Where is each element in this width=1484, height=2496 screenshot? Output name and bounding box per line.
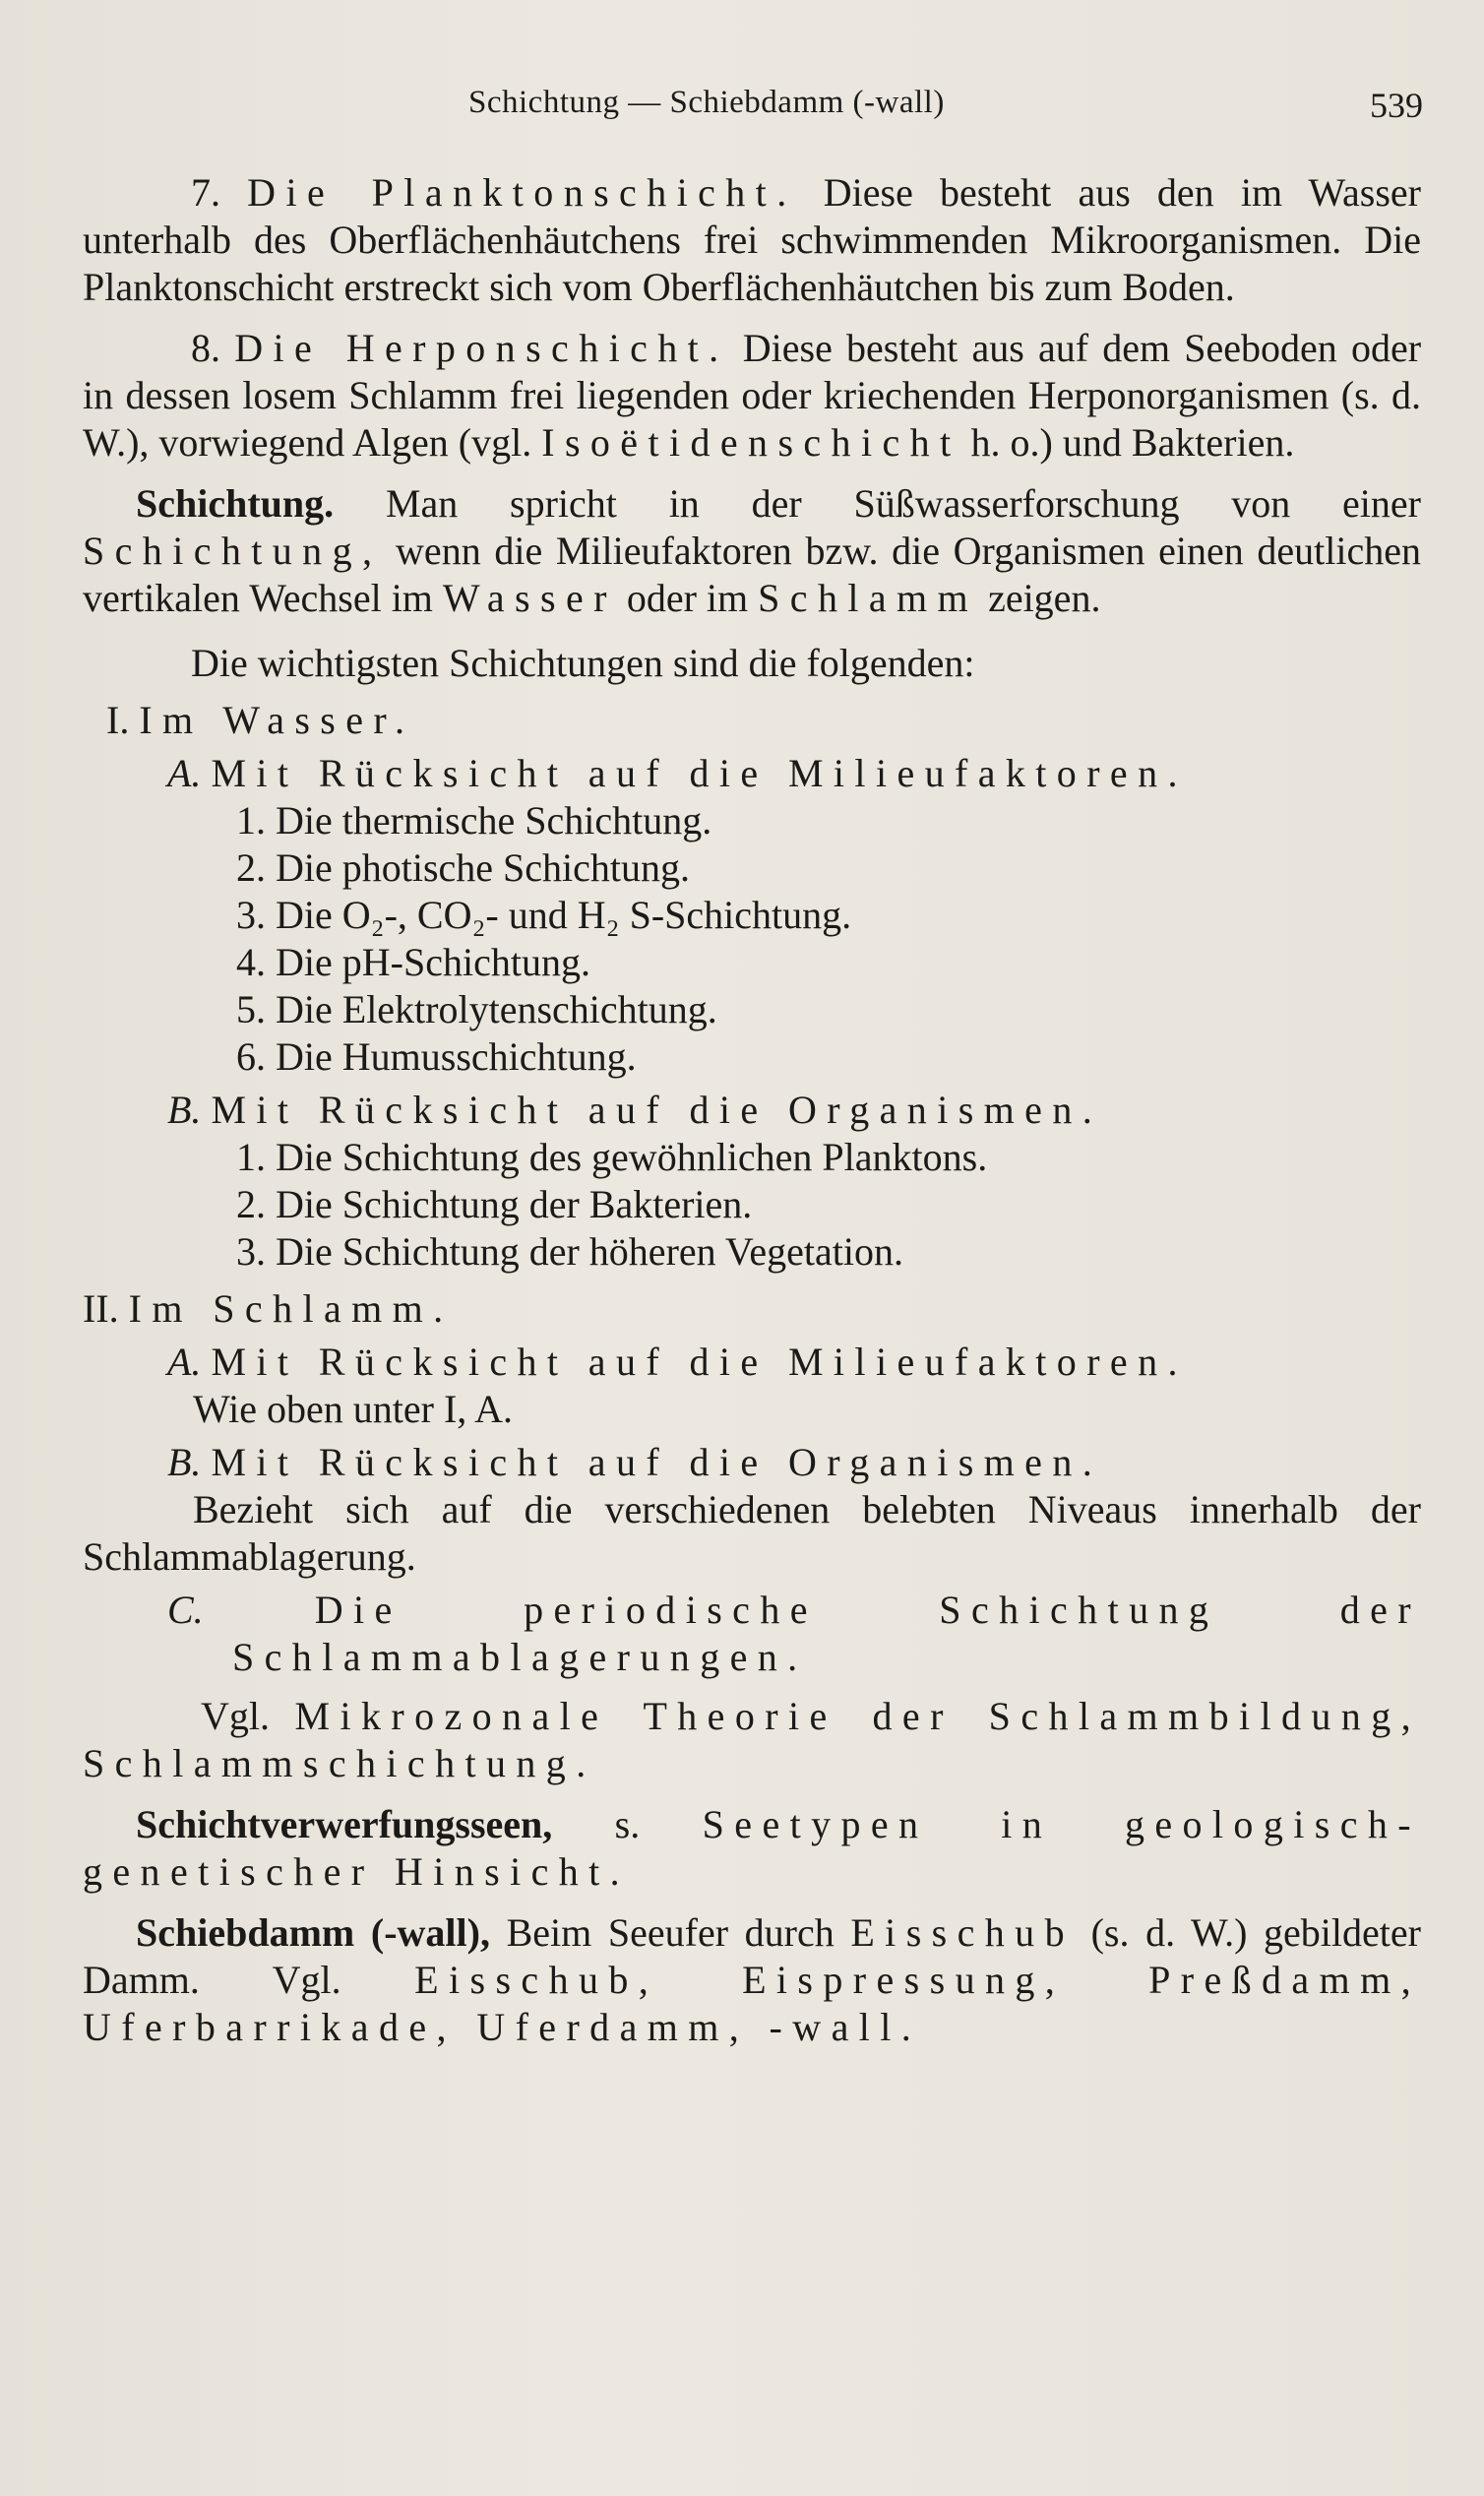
subsection-letter: A.	[167, 751, 202, 795]
see-also-refs: Mikrozonale Theorie der Schlammbildung, Schlammschichtung.	[83, 1694, 1421, 1785]
intro-line: Die wichtigsten Schichtungen sind die folgenden:	[191, 641, 975, 685]
entry-text: s.	[552, 1802, 703, 1846]
list-item: 4. Die pH-Schichtung.	[236, 940, 590, 984]
page-body	[83, 169, 1421, 2065]
page-number: 539	[1370, 86, 1423, 125]
see-also	[83, 1693, 1421, 1787]
paragraph-herponschicht	[83, 325, 1421, 467]
subsection-letter: A.	[167, 1340, 202, 1384]
subsection-heading	[83, 750, 1421, 797]
list-item: 2. Die Schichtung der Bakterien.	[236, 1182, 753, 1226]
entry-schichtung	[83, 480, 1421, 622]
list-item: 6. Die Humusschichtung.	[236, 1034, 637, 1079]
page-header	[94, 85, 1423, 134]
subsection-letter: C.	[167, 1588, 204, 1632]
subsection-title: Mit Rücksicht auf die Organismen.	[211, 1440, 1103, 1484]
entry-headword: Schichtverwerfungsseen,	[136, 1802, 553, 1846]
entry-headword: Schichtung.	[136, 481, 335, 526]
list-item: 1. Die thermische Schichtung.	[236, 798, 712, 842]
paragraph-text: Diese besteht aus auf dem Seeboden oder in dessen losem Schlamm frei liegenden oder kriechenden Herponorganismen (s. d. W.), vorwiegend Algen (vgl.	[83, 326, 1422, 465]
cross-reference: Eisschub, Eispressung, Preßdamm, Uferbarrikade, Uferdamm, -wall.	[83, 1958, 1421, 2049]
entry-schichtverwerfungsseen	[83, 1801, 1421, 1896]
list-milieufaktoren	[83, 797, 1421, 1081]
spaced-term: Wasser	[442, 576, 617, 620]
entry-headword: Schiebdamm (-wall),	[136, 1910, 490, 1955]
entry-text: oder im	[616, 576, 759, 620]
spaced-term: Schlamm	[758, 576, 979, 620]
section-title: Im Wasser.	[139, 698, 415, 742]
subsection-heading	[83, 1339, 1421, 1386]
section-heading	[83, 1285, 1421, 1333]
subsection-note: Bezieht sich auf die verschiedenen belebten Niveaus innerhalb der Schlammablagerung.	[83, 1487, 1421, 1579]
paragraph-text: Diese besteht aus den im Wasser unterhalb des Oberflächenhäutchens frei schwimmenden Mikroorganismen. Die Planktonschicht erstreckt sich vom Oberflächenhäutchen bis zum Boden.	[83, 170, 1421, 309]
spaced-term: Schichtung,	[83, 529, 383, 573]
subsection-note: Wie oben unter I, A.	[193, 1387, 513, 1431]
subsection-title: Die periodische Schichtung der Schlammablagerungen.	[232, 1588, 1421, 1679]
list-item: 1. Die Schichtung des gewöhnlichen Planktons.	[236, 1135, 988, 1179]
list-item: 2. Die photische Schichtung.	[236, 845, 691, 890]
entry-text: zeigen.	[978, 576, 1101, 620]
list-organismen	[83, 1134, 1421, 1276]
entry-text: Beim Seeufer durch	[489, 1910, 851, 1955]
roman-numeral: I.	[106, 698, 130, 742]
entry-text: wenn die Milieufaktoren bzw. die Organismen einen deutlichen vertikalen Wechsel im	[83, 529, 1421, 620]
paragraph-planktonschicht	[83, 169, 1421, 311]
entry-text: Man spricht in der Süßwasserforschung von einer	[334, 481, 1421, 526]
cross-reference: Seetypen in geologisch-genetischer Hinsicht.	[83, 1802, 1421, 1894]
subsection-heading	[83, 1587, 1421, 1681]
subsection-letter: B.	[167, 1088, 202, 1132]
section-heading	[83, 697, 1421, 744]
see-also-label: Vgl.	[201, 1694, 270, 1738]
subsection-heading	[83, 1087, 1421, 1134]
entry-schiebdamm	[83, 1909, 1421, 2051]
term-herponschicht: Die Herponschicht.	[234, 326, 729, 370]
running-head: Schichtung — Schiebdamm (-wall)	[468, 85, 945, 120]
roman-numeral: II.	[83, 1286, 119, 1331]
entry-text: (s. d. W.) gebildeter Damm. Vgl.	[83, 1910, 1421, 2002]
paragraph-text: h. o.) und Bakterien.	[960, 420, 1295, 465]
list-item: 5. Die Elektrolytenschichtung.	[236, 987, 717, 1031]
spaced-term: Eisschub	[850, 1910, 1075, 1955]
subsection-heading	[83, 1439, 1421, 1486]
subsection-title: Mit Rücksicht auf die Milieufaktoren.	[211, 751, 1188, 795]
term-planktonschicht: Die Planktonschicht.	[247, 170, 797, 215]
cross-reference: Isoëtidenschicht	[541, 420, 961, 465]
section-title: Im Schlamm.	[128, 1286, 454, 1331]
item-number: 7.	[191, 170, 220, 215]
list-item: 3. Die Schichtung der höheren Vegetation.	[236, 1229, 903, 1274]
subsection-title: Mit Rücksicht auf die Milieufaktoren.	[211, 1340, 1188, 1384]
subsection-letter: B.	[167, 1440, 202, 1484]
subsection-title: Mit Rücksicht auf die Organismen.	[211, 1088, 1103, 1132]
item-number: 8.	[191, 326, 220, 370]
list-item: 3. Die O₂-, CO₂- und H₂ S-Schichtung.	[236, 893, 852, 937]
